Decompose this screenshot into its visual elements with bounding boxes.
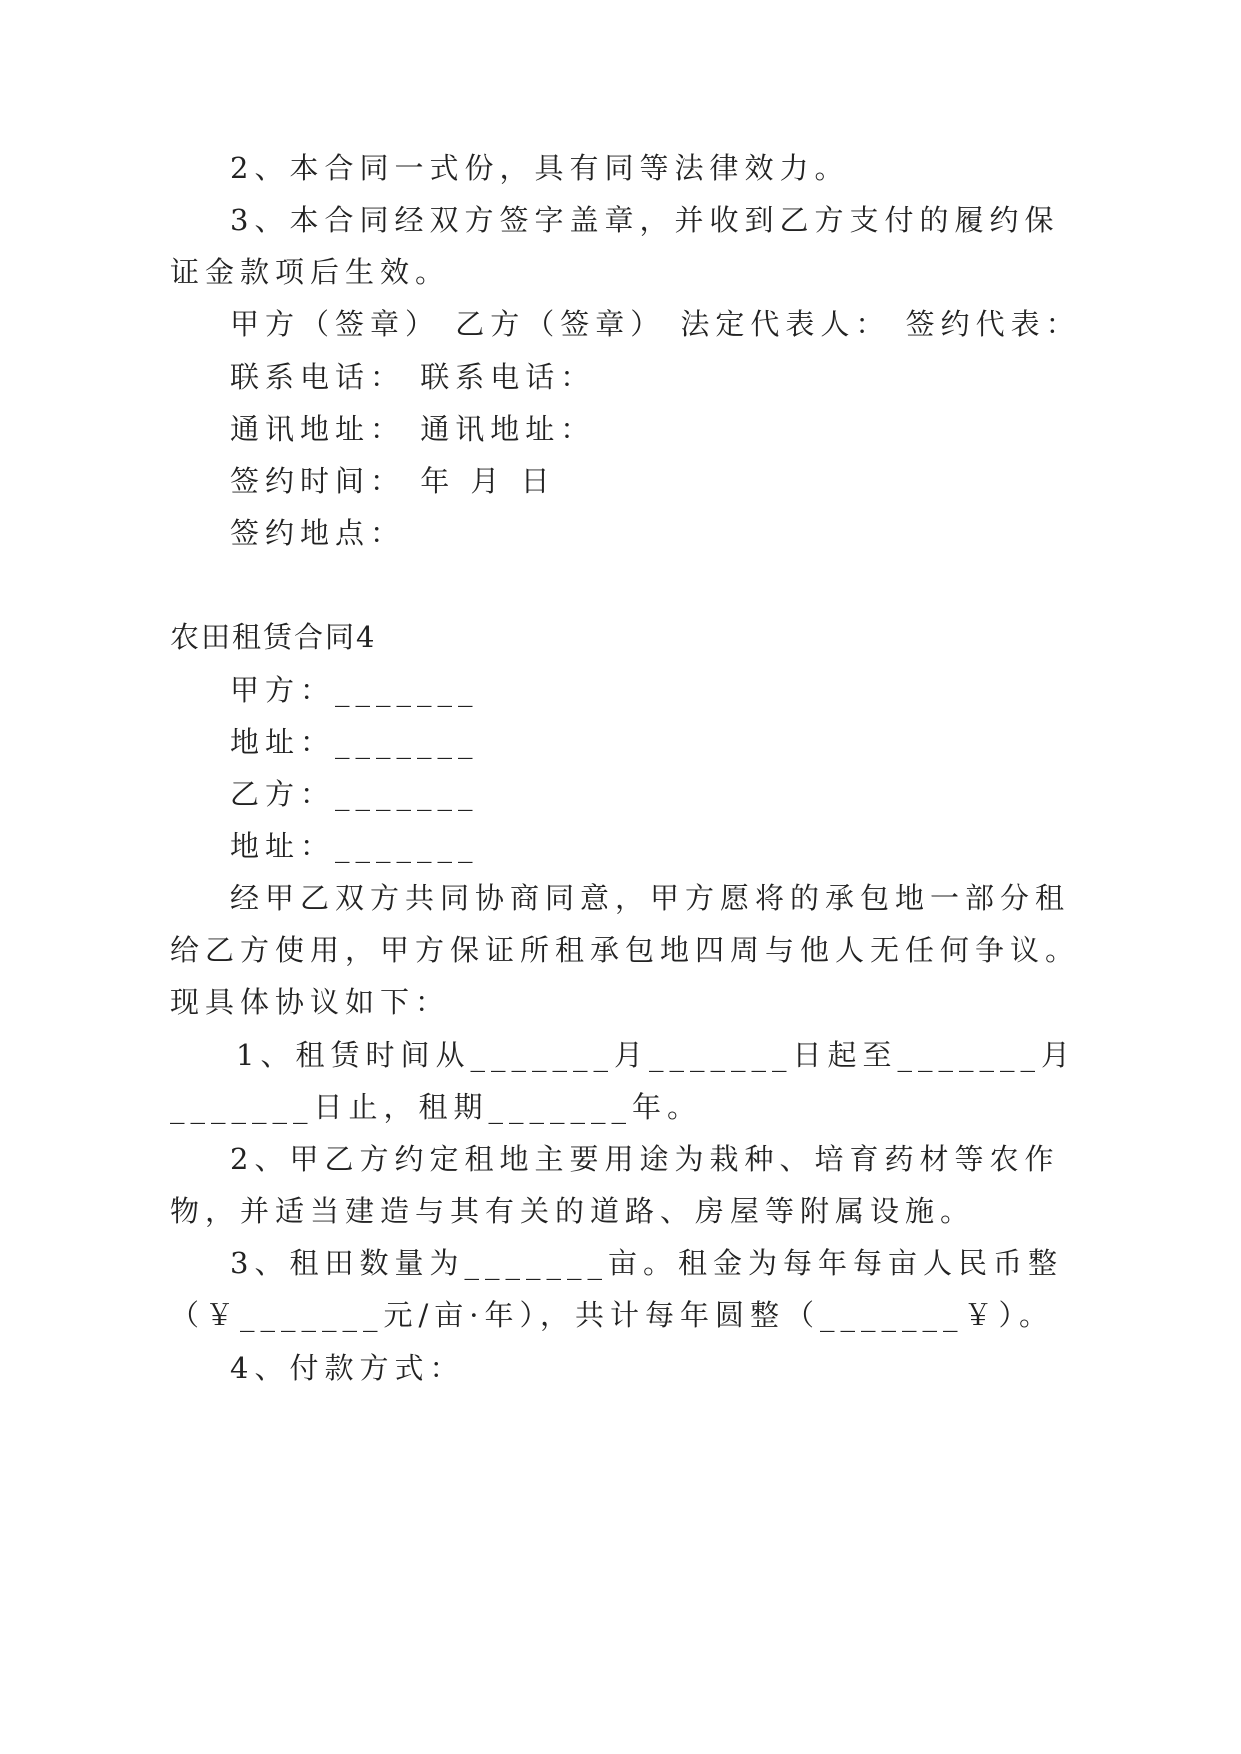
party-a-field: 甲方：_______: [230, 673, 479, 707]
clause-1-term-line2: _______日止，租期_______年。: [170, 1090, 703, 1124]
preamble-line3: 现具体协议如下：: [170, 985, 451, 1019]
clause-4-payment: 4、付款方式：: [230, 1351, 465, 1385]
party-b-address-field: 地址：_______: [230, 829, 479, 863]
party-b-field: 乙方：_______: [230, 777, 479, 811]
contact-phone-line: 联系电话： 联系电话：: [230, 360, 596, 394]
preamble-line1: 经甲乙双方共同协商同意，甲方愿将的承包地一部分租: [230, 881, 1071, 915]
signature-parties-line: 甲方（签章） 乙方（签章） 法定代表人： 签约代表：: [230, 307, 1081, 341]
clause-3-effective-line1: 3、本合同经双方签字盖章，并收到乙方支付的履约保: [230, 203, 1060, 237]
clause-3-rent-line1: 3、租田数量为_______亩。租金为每年每亩人民币整: [230, 1246, 1063, 1280]
clause-1-term-line1: 1、租赁时间从_______月_______日起至_______月: [236, 1038, 1076, 1072]
clause-2-usage-line1: 2、甲乙方约定租地主要用途为栽种、培育药材等农作: [230, 1142, 1060, 1176]
signing-date-line: 签约时间： 年 月 日: [230, 464, 556, 498]
signing-place-line: 签约地点：: [230, 516, 406, 550]
clause-2-copies: 2、本合同一式份，具有同等法律效力。: [230, 151, 850, 185]
clause-3-rent-line2: （￥_______元/亩·年），共计每年圆整（_______￥）。: [170, 1298, 1054, 1332]
mailing-address-line: 通讯地址： 通讯地址：: [230, 412, 596, 446]
contract-title: 农田租赁合同4: [170, 620, 377, 654]
clause-2-usage-line2: 物，并适当建造与其有关的道路、房屋等附属设施。: [170, 1194, 976, 1228]
party-a-address-field: 地址：_______: [230, 725, 479, 759]
preamble-line2: 给乙方使用，甲方保证所租承包地四周与他人无任何争议。: [170, 933, 1081, 967]
clause-3-effective-line2: 证金款项后生效。: [170, 255, 451, 289]
